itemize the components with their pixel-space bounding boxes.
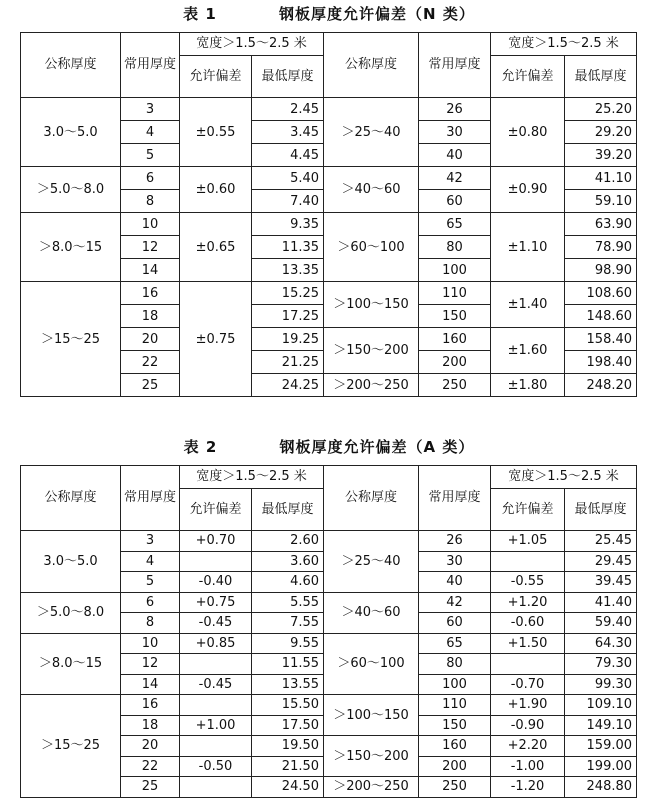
common-cell: 3: [121, 531, 180, 552]
common-cell: 5: [121, 144, 180, 167]
common-cell: 8: [121, 190, 180, 213]
common-cell: 200: [419, 351, 491, 374]
tol-upper: +1.00: [180, 715, 252, 736]
nominal-group: ＞100～150: [324, 282, 419, 328]
tol-lower: -0.70: [491, 674, 565, 695]
common-cell: 5: [121, 572, 180, 593]
common-cell: 30: [419, 551, 491, 572]
header-min: 最低厚度: [565, 56, 637, 98]
tol-lower: -0.55: [491, 572, 565, 593]
common-cell: 10: [121, 213, 180, 236]
nominal-group: ＞8.0～15: [21, 213, 121, 282]
common-cell: 10: [121, 633, 180, 654]
min-cell: 7.40: [252, 190, 324, 213]
tol-upper: +2.20: [491, 736, 565, 757]
min-cell: 5.40: [252, 167, 324, 190]
common-cell: 150: [419, 715, 491, 736]
nominal-group: ＞40～60: [324, 167, 419, 213]
common-cell: 150: [419, 305, 491, 328]
common-cell: 6: [121, 167, 180, 190]
common-cell: 80: [419, 654, 491, 675]
min-cell: 24.50: [252, 777, 324, 798]
min-cell: 159.00: [565, 736, 637, 757]
min-cell: 198.40: [565, 351, 637, 374]
min-cell: 29.45: [565, 551, 637, 572]
min-cell: 59.40: [565, 613, 637, 634]
nominal-group: ＞5.0～8.0: [21, 167, 121, 213]
common-cell: 80: [419, 236, 491, 259]
header-common: 常用厚度: [419, 466, 491, 531]
common-cell: 25: [121, 374, 180, 397]
tol-cell: ±0.55: [180, 98, 252, 167]
tol-lower: -1.00: [491, 756, 565, 777]
header-width: 宽度＞1.5～2.5 米: [491, 466, 637, 489]
common-cell: 42: [419, 167, 491, 190]
common-cell: 14: [121, 259, 180, 282]
header-common: 常用厚度: [419, 33, 491, 98]
common-cell: 22: [121, 756, 180, 777]
header-nominal: 公称厚度: [324, 466, 419, 531]
common-cell: 3: [121, 98, 180, 121]
min-cell: 99.30: [565, 674, 637, 695]
nominal-group: ＞25～40: [324, 98, 419, 167]
common-cell: 110: [419, 695, 491, 716]
header-min: 最低厚度: [252, 56, 324, 98]
min-cell: 59.10: [565, 190, 637, 213]
min-cell: 39.20: [565, 144, 637, 167]
header-tol: 允许偏差: [491, 489, 565, 531]
min-cell: 108.60: [565, 282, 637, 305]
common-cell: 100: [419, 674, 491, 695]
min-cell: 17.50: [252, 715, 324, 736]
header-nominal: 公称厚度: [324, 33, 419, 98]
min-cell: 41.10: [565, 167, 637, 190]
tol-lower: -0.45: [180, 613, 252, 634]
common-cell: 26: [419, 98, 491, 121]
header-common: 常用厚度: [121, 33, 180, 98]
header-min: 最低厚度: [565, 489, 637, 531]
tol-cell: ±0.80: [491, 98, 565, 167]
common-cell: 65: [419, 213, 491, 236]
tol-cell: ±0.60: [180, 167, 252, 213]
min-cell: 2.60: [252, 531, 324, 552]
common-cell: 8: [121, 613, 180, 634]
header-width: 宽度＞1.5～2.5 米: [180, 33, 324, 56]
min-cell: 13.55: [252, 674, 324, 695]
nominal-group: 3.0～5.0: [21, 531, 121, 593]
common-cell: 200: [419, 756, 491, 777]
common-cell: 65: [419, 633, 491, 654]
common-cell: 4: [121, 551, 180, 572]
min-cell: 199.00: [565, 756, 637, 777]
common-cell: 25: [121, 777, 180, 798]
table2-title: 表 2 钢板厚度允许偏差（A 类）: [183, 438, 475, 456]
header-width: 宽度＞1.5～2.5 米: [180, 466, 324, 489]
min-cell: 148.60: [565, 305, 637, 328]
min-cell: 19.25: [252, 328, 324, 351]
tol-cell: ±0.75: [180, 282, 252, 397]
common-cell: 60: [419, 190, 491, 213]
tol-upper: +0.85: [180, 633, 252, 654]
nominal-group: ＞100～150: [324, 695, 419, 736]
tol-blank: [180, 736, 252, 757]
min-cell: 13.35: [252, 259, 324, 282]
nominal-group: ＞25～40: [324, 531, 419, 593]
header-nominal: 公称厚度: [21, 33, 121, 98]
tol-upper: +1.90: [491, 695, 565, 716]
tol-upper: +0.70: [180, 531, 252, 552]
nominal-group: 3.0～5.0: [21, 98, 121, 167]
common-cell: 160: [419, 736, 491, 757]
common-cell: 16: [121, 695, 180, 716]
min-cell: 24.25: [252, 374, 324, 397]
tol-blank: [180, 695, 252, 716]
min-cell: 98.90: [565, 259, 637, 282]
nominal-group: ＞150～200: [324, 328, 419, 374]
min-cell: 17.25: [252, 305, 324, 328]
min-cell: 79.30: [565, 654, 637, 675]
nominal-group: ＞8.0～15: [21, 633, 121, 695]
nominal-group: ＞15～25: [21, 282, 121, 397]
min-cell: 11.35: [252, 236, 324, 259]
table2: [20, 465, 637, 798]
tol-upper: +1.05: [491, 531, 565, 552]
common-cell: 12: [121, 236, 180, 259]
nominal-group: ＞200～250: [324, 777, 419, 798]
min-cell: 3.60: [252, 551, 324, 572]
min-cell: 64.30: [565, 633, 637, 654]
min-cell: 248.20: [565, 374, 637, 397]
tol-upper: +1.50: [491, 633, 565, 654]
header-tol: 允许偏差: [180, 489, 252, 531]
min-cell: 2.45: [252, 98, 324, 121]
min-cell: 7.55: [252, 613, 324, 634]
min-cell: 158.40: [565, 328, 637, 351]
header-tol: 允许偏差: [491, 56, 565, 98]
common-cell: 110: [419, 282, 491, 305]
min-cell: 15.50: [252, 695, 324, 716]
tol-upper: +0.75: [180, 592, 252, 613]
common-cell: 30: [419, 121, 491, 144]
min-cell: 4.60: [252, 572, 324, 593]
tol-lower: -0.50: [180, 756, 252, 777]
common-cell: 6: [121, 592, 180, 613]
tol-blank: [491, 551, 565, 572]
common-cell: 60: [419, 613, 491, 634]
common-cell: 22: [121, 351, 180, 374]
tol-cell: ±0.65: [180, 213, 252, 282]
tol-cell: ±1.60: [491, 328, 565, 374]
tol-lower: -0.90: [491, 715, 565, 736]
common-cell: 18: [121, 305, 180, 328]
tol-cell: ±1.80: [491, 374, 565, 397]
table1: [20, 32, 637, 397]
common-cell: 250: [419, 374, 491, 397]
common-cell: 12: [121, 654, 180, 675]
tol-lower: -0.60: [491, 613, 565, 634]
min-cell: 29.20: [565, 121, 637, 144]
common-cell: 20: [121, 328, 180, 351]
tol-lower: -0.45: [180, 674, 252, 695]
tol-lower: -1.20: [491, 777, 565, 798]
min-cell: 78.90: [565, 236, 637, 259]
min-cell: 9.35: [252, 213, 324, 236]
nominal-group: ＞5.0～8.0: [21, 592, 121, 633]
min-cell: 25.45: [565, 531, 637, 552]
min-cell: 149.10: [565, 715, 637, 736]
nominal-group: ＞150～200: [324, 736, 419, 777]
header-common: 常用厚度: [121, 466, 180, 531]
tol-cell: ±0.90: [491, 167, 565, 213]
nominal-group: ＞60～100: [324, 633, 419, 695]
common-cell: 100: [419, 259, 491, 282]
header-min: 最低厚度: [252, 489, 324, 531]
common-cell: 18: [121, 715, 180, 736]
min-cell: 9.55: [252, 633, 324, 654]
min-cell: 39.45: [565, 572, 637, 593]
min-cell: 41.40: [565, 592, 637, 613]
min-cell: 19.50: [252, 736, 324, 757]
common-cell: 250: [419, 777, 491, 798]
tol-cell: ±1.10: [491, 213, 565, 282]
nominal-group: ＞200～250: [324, 374, 419, 397]
header-width: 宽度＞1.5～2.5 米: [491, 33, 637, 56]
common-cell: 20: [121, 736, 180, 757]
common-cell: 42: [419, 592, 491, 613]
common-cell: 4: [121, 121, 180, 144]
tol-upper: +1.20: [491, 592, 565, 613]
nominal-group: ＞15～25: [21, 695, 121, 798]
nominal-group: ＞60～100: [324, 213, 419, 282]
common-cell: 16: [121, 282, 180, 305]
min-cell: 63.90: [565, 213, 637, 236]
min-cell: 109.10: [565, 695, 637, 716]
table1-title: 表 1 钢板厚度允许偏差（N 类）: [183, 5, 475, 23]
common-cell: 26: [419, 531, 491, 552]
min-cell: 4.45: [252, 144, 324, 167]
common-cell: 14: [121, 674, 180, 695]
tol-lower: -0.40: [180, 572, 252, 593]
min-cell: 15.25: [252, 282, 324, 305]
tol-blank: [491, 654, 565, 675]
min-cell: 21.50: [252, 756, 324, 777]
tol-blank: [180, 777, 252, 798]
min-cell: 248.80: [565, 777, 637, 798]
min-cell: 5.55: [252, 592, 324, 613]
tol-blank: [180, 654, 252, 675]
common-cell: 160: [419, 328, 491, 351]
nominal-group: ＞40～60: [324, 592, 419, 633]
min-cell: 21.25: [252, 351, 324, 374]
header-tol: 允许偏差: [180, 56, 252, 98]
tol-cell: ±1.40: [491, 282, 565, 328]
min-cell: 25.20: [565, 98, 637, 121]
header-nominal: 公称厚度: [21, 466, 121, 531]
common-cell: 40: [419, 572, 491, 593]
min-cell: 3.45: [252, 121, 324, 144]
min-cell: 11.55: [252, 654, 324, 675]
tol-blank: [180, 551, 252, 572]
common-cell: 40: [419, 144, 491, 167]
